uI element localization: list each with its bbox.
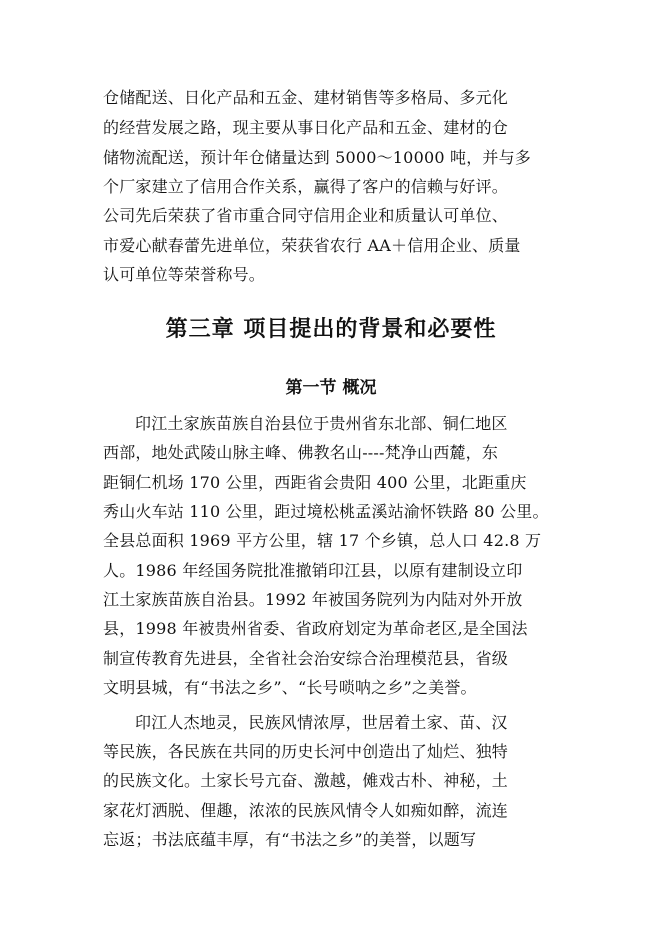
para1-line: 文明县城，有“书法之乡”、“长号唢呐之乡”之美誉。 bbox=[103, 678, 477, 697]
para1-line: 人。1986 年经国务院批准撤销印江县，以原有建制设立印 bbox=[103, 561, 523, 580]
para2-line: 印江人杰地灵，民族风情浓厚，世居着土家、苗、汉 bbox=[135, 713, 508, 732]
para2-line: 等民族，各民族在共同的历史长河中创造出了灿烂、独特 bbox=[103, 742, 509, 761]
para1-line: 秀山火车站 110 公里，距过境松桃孟溪站渝怀铁路 80 公里。 bbox=[103, 502, 549, 521]
para2-line: 忘返；书法底蕴丰厚，有“书法之乡”的美誉，以题写 bbox=[103, 830, 477, 849]
intro-line: 公司先后荣获了省市重合同守信用企业和质量认可单位、 bbox=[103, 206, 509, 225]
para1-line: 制宣传教育先进县，全省社会治安综合治理模范县，省级 bbox=[103, 649, 509, 668]
intro-line: 的经营发展之路，现主要从事日化产品和五金、建材的仓 bbox=[103, 118, 509, 137]
chapter-title: 第三章 项目提出的背景和必要性 bbox=[165, 316, 497, 342]
para2-line: 的民族文化。土家长号亢奋、激越，傩戏古朴、神秘，土 bbox=[103, 771, 509, 790]
para1-line: 印江土家族苗族自治县位于贵州省东北部、铜仁地区 bbox=[135, 414, 508, 433]
para1-line: 西部，地处武陵山脉主峰、佛教名山----梵净山西麓，东 bbox=[103, 443, 499, 462]
para1-line: 江土家族苗族自治县。1992 年被国务院列为内陆对外开放 bbox=[103, 590, 523, 609]
intro-line: 储物流配送，预计年仓储量达到 5000～10000 吨，并与多 bbox=[103, 148, 531, 167]
intro-line: 仓储配送、日化产品和五金、建材销售等多格局、多元化 bbox=[103, 88, 509, 107]
para1-line: 全县总面积 1969 平方公里，辖 17 个乡镇，总人口 42.8 万 bbox=[103, 531, 542, 550]
intro-line: 个厂家建立了信用合作关系，赢得了客户的信赖与好评。 bbox=[103, 177, 509, 196]
intro-line: 认可单位等荣誉称号。 bbox=[103, 265, 266, 284]
para1-line: 县，1998 年被贵州省委、省政府划定为革命老区,是全国法 bbox=[103, 619, 528, 638]
intro-line: 市爱心献春蕾先进单位，荣获省农行 AA＋信用企业、质量 bbox=[103, 236, 521, 255]
para2-line: 家花灯洒脱、俚趣，浓浓的民族风情令人如痴如醉，流连 bbox=[103, 801, 509, 820]
section-title: 第一节 概况 bbox=[285, 378, 377, 398]
para1-line: 距铜仁机场 170 公里，西距省会贵阳 400 公里，北距重庆 bbox=[103, 473, 527, 492]
